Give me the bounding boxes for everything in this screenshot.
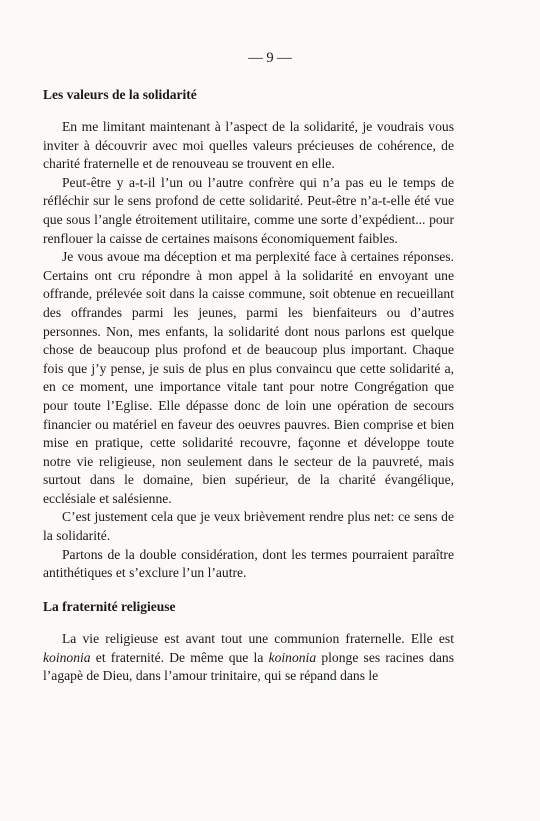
- text-run: et fraternité. De même que la: [90, 649, 269, 665]
- paragraph: Peut-être y a-t-il l’un ou l’autre confrère qui n’a pas eu le temps de réfléchir sur le sens profond de cette solidarité. Peut-être n’a-t-elle été vue que sous l’angle étroitement utilitaire, comme une sorte d’expédient... pour renflouer la caisse de certaines maisons économiquement faibles.: [43, 174, 454, 246]
- paragraph: C’est justement cela que je veux brièvement rendre plus net: ce sens de la solidarité.: [43, 509, 454, 544]
- italic-term: koinonia: [268, 649, 317, 665]
- italic-term: koinonia: [43, 649, 91, 665]
- paragraph: En me limitant maintenant à l’aspect de la solidarité, je voudrais vous inviter à découvrir avec moi quelles valeurs précieuses de cohérence, de charité fraternelle et de renouveau se trouvent en elle.: [43, 119, 454, 172]
- section-body-religious-fraternity: [43, 630, 454, 686]
- text-run: La vie religieuse est avant tout une communion fraternelle. Elle est: [62, 631, 454, 646]
- page-number: — 9 —: [248, 50, 292, 66]
- section-body-solidarity-values: [43, 118, 454, 583]
- paragraph: Partons de la double considération, dont les termes pourraient paraître antithétiques et s’exclure l’un l’autre.: [43, 546, 454, 581]
- paragraph: Je vous avoue ma déception et ma perplexité face à certaines réponses. Certains ont cru répondre à mon appel à la solidarité en envoyant une offrande, prélevée soit dans la caisse commune, soit obtenue en recueillant des offrandes parmi les jeunes, parmi les bienfaiteurs ou d’autres personnes. Non, mes enfants, la solidarité dont nous parlons est quelque chose de beaucoup plus profond et de beaucoup plus important. Chaque fois que j’y pense, je suis de plus en plus convaincu que cette solidarité a, en ce moment, une importance vitale tant pour notre Congrégation que pour toute l’Eglise. Elle dépasse donc de loin une opération de secours financier ou matériel en faveur des oeuvres pauvres. Bien comprise et bien mise en pratique, cette solidarité recouvre, façonne et développe toute notre vie religieuse, non seulement dans le secteur de la pauvreté, mais surtout dans le domaine, bien supérieur, de la charité évangélique, ecclésiale et salésienne.: [43, 249, 454, 506]
- text-run: plonge ses racines dans l’agapè de Dieu, dans l’amour trinitaire, qui se répand dans le: [43, 649, 454, 684]
- section-heading-solidarity-values: Les valeurs de la solidarité: [43, 87, 197, 102]
- paragraph: [43, 630, 454, 686]
- section-heading-religious-fraternity: La fraternité religieuse: [43, 599, 176, 614]
